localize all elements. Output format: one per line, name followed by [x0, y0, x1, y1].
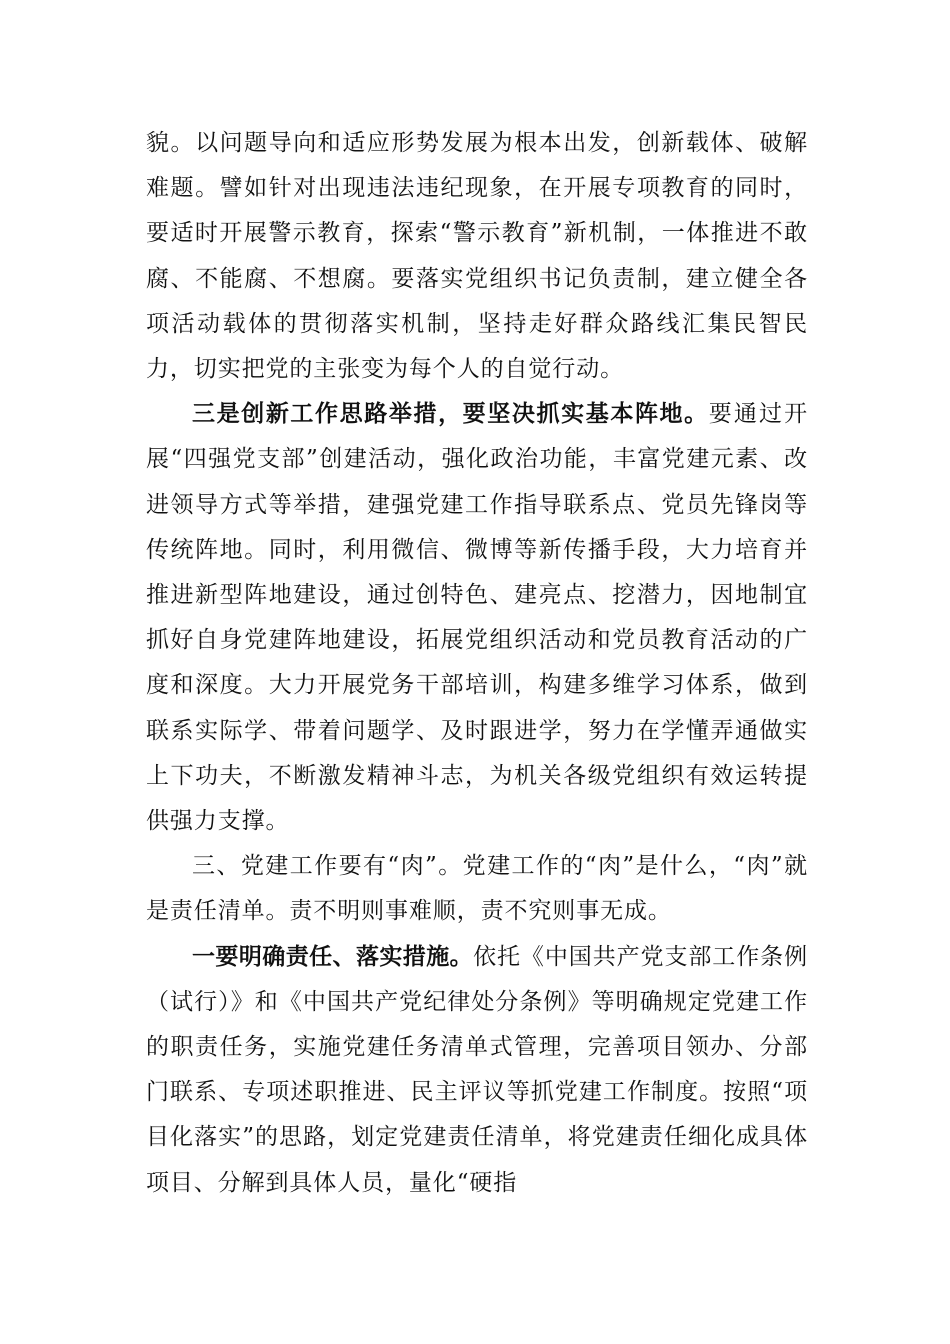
paragraph-4-text: 依托《中国共产党支部工作条例（试行）》和《中国共产党纪律处分条例》等明确规定党建工作的职责任务，实施党建任务清单式管理，完善项目领办、分部门联系、专项述职推进、民主评议等抓党建工作制度。按照“项目化落实”的思路，划定党建责任清单，将党建责任细化成具体项目、分解到具体人员，量化“硬指 — [146, 943, 808, 1196]
paragraph-4 — [146, 935, 808, 1206]
document-body — [146, 121, 808, 1206]
paragraph-3-text: 三、党建工作要有“肉”。党建工作的“肉”是什么，“肉”就是责任清单。责不明则事难顺，责不究则事无成。 — [146, 853, 808, 925]
paragraph-1-text: 貌。以问题导向和适应形势发展为根本出发，创新载体、破解难题。譬如针对出现违法违纪现象，在开展专项教育的同时，要适时开展警示教育，探索“警示教育”新机制，一体推进不敢腐、不能腐、不想腐。要落实党组织书记负责制，建立健全各项活动载体的贯彻落实机制，坚持走好群众路线汇集民智民力，切实把党的主张变为每个人的自觉行动。 — [146, 130, 808, 383]
paragraph-2-lead: 三是创新工作思路举措，要坚决抓实基本阵地。 — [192, 401, 709, 428]
paragraph-1 — [146, 121, 808, 392]
paragraph-4-lead: 一要明确责任、落实措施。 — [192, 943, 474, 970]
paragraph-2 — [146, 392, 808, 844]
paragraph-2-text: 要通过开展“四强党支部”创建活动，强化政治功能，丰富党建元素、改进领导方式等举措，建强党建工作指导联系点、党员先锋岗等传统阵地。同时，利用微信、微博等新传播手段，大力培育并推进新型阵地建设，通过创特色、建亮点、挖潜力，因地制宜抓好自身党建阵地建设，拓展党组织活动和党员教育活动的广度和深度。大力开展党务干部培训，构建多维学习体系，做到联系实际学、带着问题学、及时跟进学，努力在学懂弄通做实上下功夫，不断激发精神斗志，为机关各级党组织有效运转提供强力支撑。 — [146, 401, 808, 835]
paragraph-3 — [146, 844, 808, 934]
